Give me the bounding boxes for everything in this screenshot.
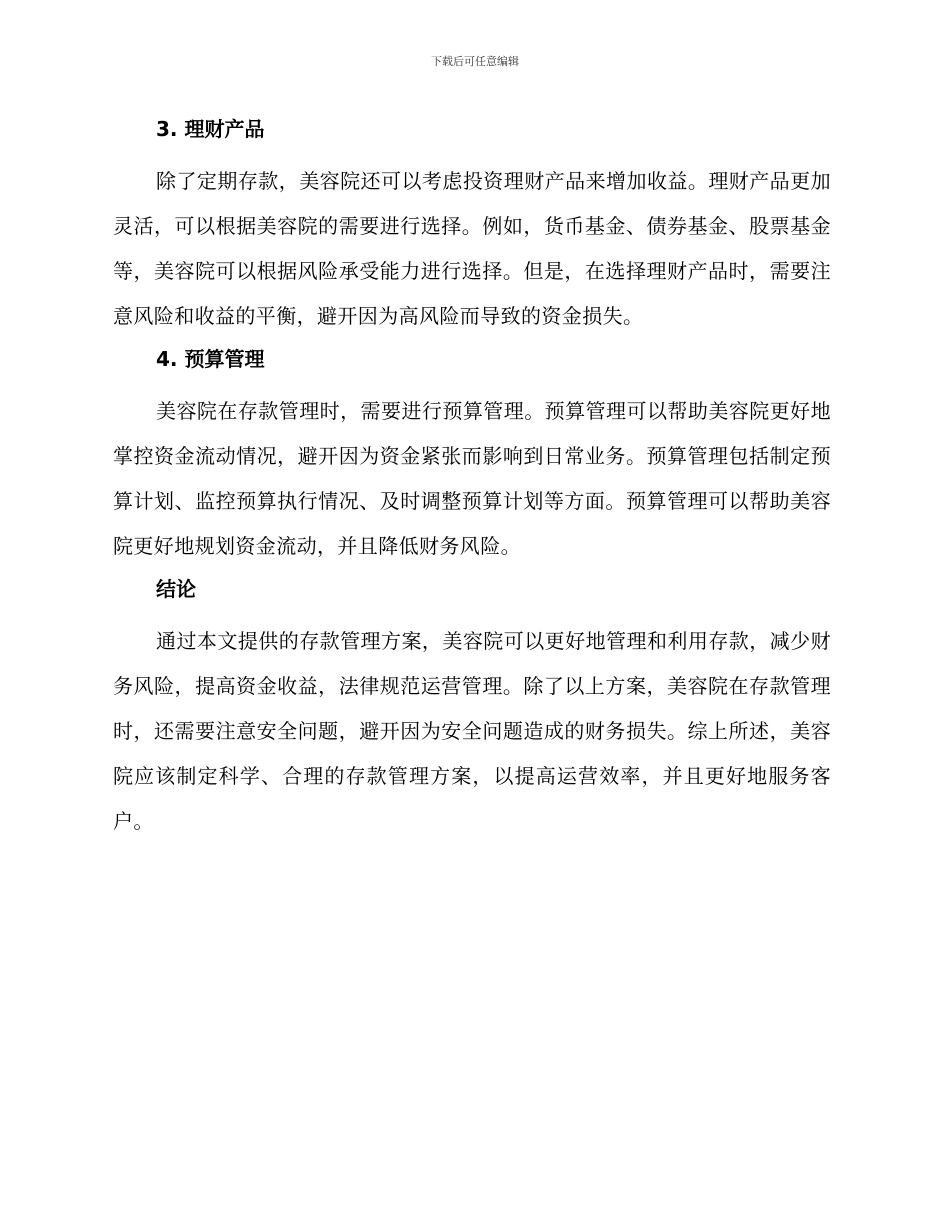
- section-heading: 4. 预算管理: [156, 347, 265, 371]
- section-conclusion: [113, 575, 831, 844]
- section-paragraph: 美容院在存款管理时，需要进行预算管理。预算管理可以帮助美容院更好地掌控资金流动情况，避开因为资金紧张而影响到日常业务。预算管理包括制定预算计划、监控预算执行情况、及时调整预算计划等方面。预算管理可以帮助美容院更好地规划资金流动，并且降低财务风险。: [113, 399, 831, 558]
- section-heading: 结论: [156, 577, 196, 601]
- document-body: [113, 110, 831, 850]
- section-paragraph: 除了定期存款，美容院还可以考虑投资理财产品来增加收益。理财产品更加灵活，可以根据美容院的需要进行选择。例如，货币基金、债券基金、股票基金等，美容院可以根据风险承受能力进行选择。但是，在选择理财产品时，需要注意风险和收益的平衡，避开因为高风险而导致的资金损失。: [113, 169, 831, 328]
- section-budget-management: [113, 345, 831, 569]
- header-note: 下载后可任意编辑: [431, 55, 519, 68]
- section-financial-products: [113, 115, 831, 339]
- section-heading: 3. 理财产品: [156, 117, 265, 141]
- section-paragraph: 通过本文提供的存款管理方案，美容院可以更好地管理和利用存款，减少财务风险，提高资金收益，法律规范运营管理。除了以上方案，美容院在存款管理时，还需要注意安全问题，避开因为安全问题造成的财务损失。综上所述，美容院应该制定科学、合理的存款管理方案，以提高运营效率，并且更好地服务客户。: [113, 629, 831, 833]
